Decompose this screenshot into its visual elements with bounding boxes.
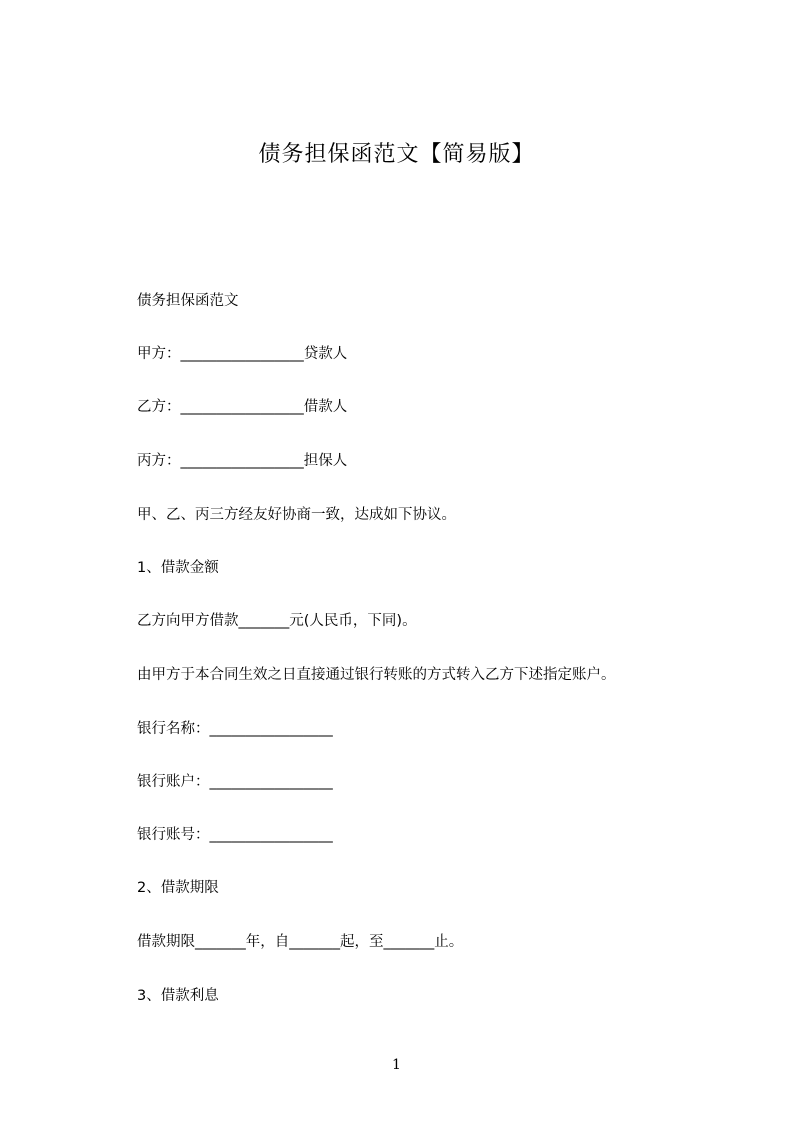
loan-term-line: 借款期限_______年，自_______起，至_______止。	[137, 934, 464, 950]
page-number: 1	[392, 1057, 401, 1073]
clause-2-heading: 2、借款期限	[137, 880, 219, 896]
clause-3-heading: 3、借款利息	[137, 988, 219, 1004]
clause-1-heading: 1、借款金额	[137, 560, 219, 576]
party-a-line: 甲方：_________________贷款人	[137, 346, 348, 362]
party-c-line: 丙方：_________________担保人	[137, 453, 348, 469]
bank-name-line: 银行名称：_________________	[137, 721, 333, 737]
bank-account-line: 银行账户：_________________	[137, 774, 333, 790]
bank-account-number-line: 银行账号：_________________	[137, 827, 333, 843]
document-title: 债务担保函范文【简易版】	[258, 142, 535, 167]
agreement-intro: 甲、乙、丙三方经友好协商一致，达成如下协议。	[137, 507, 456, 523]
section-heading: 债务担保函范文	[137, 293, 239, 309]
loan-amount-line: 乙方向甲方借款_______元(人民币，下同)。	[137, 613, 417, 629]
party-b-line: 乙方：_________________借款人	[137, 399, 348, 415]
transfer-method-line: 由甲方于本合同生效之日直接通过银行转账的方式转入乙方下述指定账户。	[137, 667, 616, 683]
